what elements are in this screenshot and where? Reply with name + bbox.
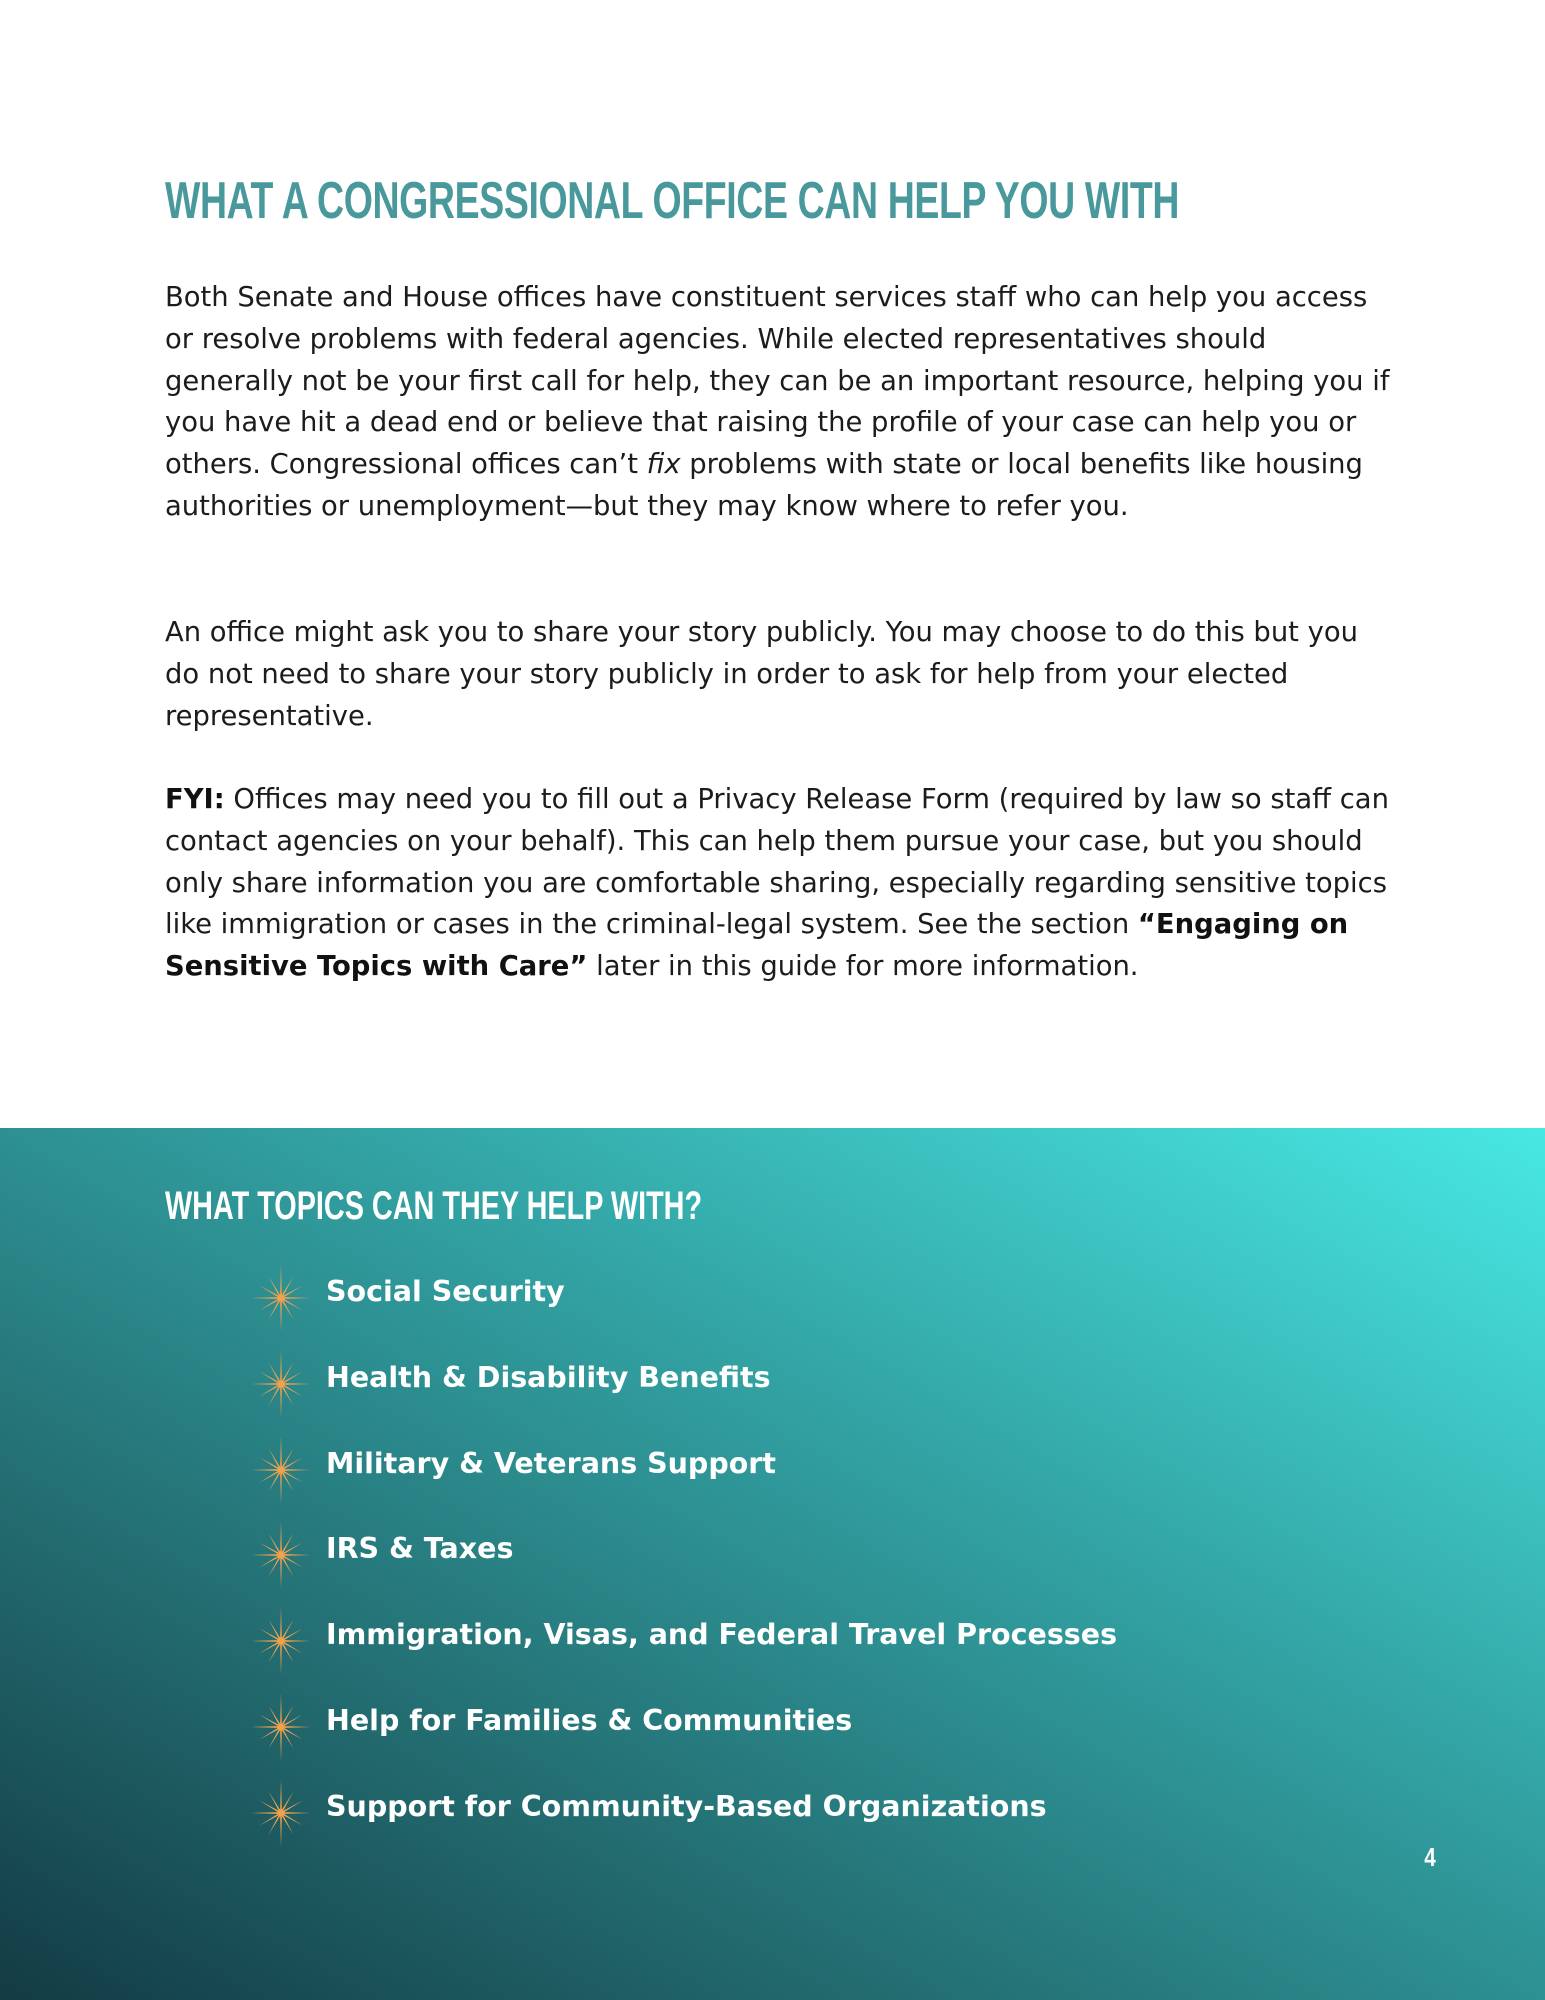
- starburst-icon: [248, 1262, 314, 1334]
- starburst-icon: [248, 1605, 314, 1677]
- starburst-icon: [248, 1519, 314, 1591]
- topic-label: Military & Veterans Support: [326, 1447, 776, 1480]
- starburst-shape: [251, 1607, 311, 1675]
- share-story-paragraph: An office might ask you to share your story publicly. You may choose to do this but you do not need to share your story publicly in order to ask for help from your elected representative.: [165, 617, 1358, 732]
- starburst-icon: [248, 1777, 314, 1849]
- topic-item: [248, 1777, 1348, 1849]
- intro-text-start: Both Senate and House offices have constituent services staff who can help you access or resolve problems with federal agencies. While elected representatives should generally not be your first call for help, they can be an important resource, helping you if you have hit a dead end or believe that raising the profile of your case can help you or others. Congressional offices can’t: [165, 282, 1390, 481]
- topic-label: Social Security: [326, 1275, 565, 1308]
- topic-item: [248, 1605, 1348, 1677]
- fyi-label: FYI:: [165, 784, 225, 815]
- topic-label: IRS & Taxes: [326, 1532, 514, 1565]
- intro-text-end: problems with state or local benefits like housing authorities or unemployment—but they may know where to refer you.: [165, 449, 1363, 522]
- starburst-shape: [251, 1693, 311, 1761]
- topic-label: Help for Families & Communities: [326, 1704, 853, 1737]
- starburst-shape: [251, 1521, 311, 1589]
- topics-panel: [0, 1128, 1545, 2000]
- topic-label: Health & Disability Benefits: [326, 1361, 771, 1394]
- starburst-shape: [251, 1436, 311, 1504]
- starburst-shape: [251, 1350, 311, 1418]
- starburst-icon: [248, 1434, 314, 1506]
- starburst-icon: [248, 1348, 314, 1420]
- fyi-text: Offices may need you to fill out a Privacy Release Form (required by law so staff can contact agencies on your behalf). This can help them pursue your case, but you should only share information you are comfortable sharing, especially regarding sensitive topics like immigration or cases in the criminal-legal system. See the section: [165, 784, 1389, 941]
- topics-heading: WHAT TOPICS CAN THEY HELP WITH?: [165, 1184, 703, 1228]
- intro-italic-word: fix: [646, 449, 681, 481]
- starburst-shape: [251, 1779, 311, 1847]
- topic-label: Support for Community-Based Organizations: [326, 1790, 1047, 1823]
- topic-label: Immigration, Visas, and Federal Travel Processes: [326, 1618, 1118, 1651]
- topic-item: [248, 1262, 1348, 1334]
- starburst-icon: [248, 1691, 314, 1763]
- topic-item: [248, 1519, 1348, 1591]
- topic-item: [248, 1434, 1348, 1506]
- topic-item: [248, 1348, 1348, 1420]
- page-number: 4: [1424, 1842, 1436, 1872]
- topic-item: [248, 1691, 1348, 1763]
- fyi-paragraph: [165, 779, 1395, 988]
- intro-paragraph: [165, 277, 1395, 528]
- page-heading: WHAT A CONGRESSIONAL OFFICE CAN HELP YOU WITH: [165, 172, 1180, 230]
- fyi-text-end: later in this guide for more information.: [587, 951, 1139, 983]
- section-reference: “Engaging on Sensitive Topics with Care”: [165, 909, 1349, 983]
- starburst-shape: [251, 1264, 311, 1332]
